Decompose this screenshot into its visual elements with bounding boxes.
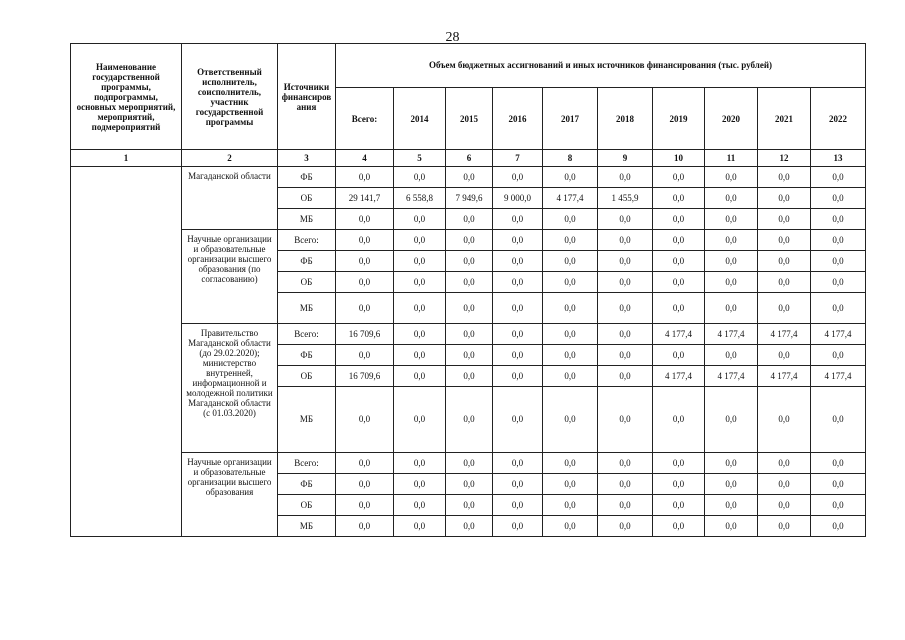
year-value-cell: 0,0 xyxy=(758,387,811,453)
total-value-cell: 0,0 xyxy=(336,387,394,453)
table-body xyxy=(71,167,866,537)
funding-source-cell: ОБ xyxy=(278,495,336,516)
header-source: Источники финансиров ания xyxy=(278,44,336,150)
financing-table xyxy=(70,43,866,537)
year-value-cell: 4 177,4 xyxy=(653,324,705,345)
header-total: Всего: xyxy=(336,88,394,150)
year-value-cell: 0,0 xyxy=(543,387,598,453)
year-value-cell: 0,0 xyxy=(543,345,598,366)
year-value-cell: 0,0 xyxy=(811,345,866,366)
year-value-cell: 0,0 xyxy=(758,516,811,537)
column-number: 10 xyxy=(653,150,705,167)
column-number: 7 xyxy=(493,150,543,167)
year-value-cell: 6 558,8 xyxy=(394,188,446,209)
year-value-cell: 0,0 xyxy=(598,272,653,293)
total-value-cell: 0,0 xyxy=(336,495,394,516)
year-value-cell: 0,0 xyxy=(811,474,866,495)
funding-source-cell: ФБ xyxy=(278,474,336,495)
year-value-cell: 4 177,4 xyxy=(653,366,705,387)
year-value-cell: 0,0 xyxy=(598,453,653,474)
year-value-cell: 4 177,4 xyxy=(811,366,866,387)
year-value-cell: 0,0 xyxy=(446,324,493,345)
year-value-cell: 0,0 xyxy=(446,516,493,537)
header-year: 2016 xyxy=(493,88,543,150)
header-year: 2020 xyxy=(705,88,758,150)
year-value-cell: 0,0 xyxy=(653,272,705,293)
year-value-cell: 0,0 xyxy=(758,272,811,293)
year-value-cell: 0,0 xyxy=(394,167,446,188)
total-value-cell: 0,0 xyxy=(336,516,394,537)
year-value-cell: 0,0 xyxy=(653,495,705,516)
year-value-cell: 0,0 xyxy=(493,230,543,251)
year-value-cell: 0,0 xyxy=(758,345,811,366)
year-value-cell: 0,0 xyxy=(493,495,543,516)
year-value-cell: 0,0 xyxy=(705,345,758,366)
year-value-cell: 0,0 xyxy=(446,495,493,516)
table-row xyxy=(71,453,866,474)
total-value-cell: 0,0 xyxy=(336,345,394,366)
year-value-cell: 0,0 xyxy=(493,251,543,272)
year-value-cell: 0,0 xyxy=(394,230,446,251)
year-value-cell: 0,0 xyxy=(758,495,811,516)
year-value-cell: 0,0 xyxy=(705,474,758,495)
year-value-cell: 0,0 xyxy=(653,387,705,453)
column-number: 3 xyxy=(278,150,336,167)
year-value-cell: 0,0 xyxy=(811,209,866,230)
total-value-cell: 0,0 xyxy=(336,209,394,230)
year-value-cell: 0,0 xyxy=(543,324,598,345)
funding-source-cell: ОБ xyxy=(278,188,336,209)
funding-source-cell: ОБ xyxy=(278,366,336,387)
year-value-cell: 0,0 xyxy=(811,293,866,324)
financing-table-frame xyxy=(70,43,865,588)
year-value-cell: 0,0 xyxy=(811,251,866,272)
column-number: 5 xyxy=(394,150,446,167)
year-value-cell: 0,0 xyxy=(446,387,493,453)
year-value-cell: 9 000,0 xyxy=(493,188,543,209)
year-value-cell: 1 455,9 xyxy=(598,188,653,209)
year-value-cell: 0,0 xyxy=(543,495,598,516)
year-value-cell: 0,0 xyxy=(598,366,653,387)
header-year: 2019 xyxy=(653,88,705,150)
funding-source-cell: МБ xyxy=(278,516,336,537)
header-name: Наименование государственной программы, подпрограммы, основных мероприятий, мероприятий, подмероприятий xyxy=(71,44,182,150)
header-year: 2022 xyxy=(811,88,866,150)
table-row xyxy=(71,167,866,188)
total-value-cell: 16 709,6 xyxy=(336,324,394,345)
year-value-cell: 0,0 xyxy=(598,387,653,453)
year-value-cell: 0,0 xyxy=(758,188,811,209)
year-value-cell: 0,0 xyxy=(653,167,705,188)
year-value-cell: 0,0 xyxy=(493,272,543,293)
year-value-cell: 0,0 xyxy=(811,495,866,516)
header-year: 2015 xyxy=(446,88,493,150)
year-value-cell: 0,0 xyxy=(598,516,653,537)
funding-source-cell: Всего: xyxy=(278,453,336,474)
year-value-cell: 0,0 xyxy=(394,324,446,345)
header-year: 2018 xyxy=(598,88,653,150)
column-number-row xyxy=(71,150,866,167)
year-value-cell: 0,0 xyxy=(653,345,705,366)
year-value-cell: 0,0 xyxy=(394,366,446,387)
participant-cell: Магаданской области xyxy=(182,167,278,230)
year-value-cell: 4 177,4 xyxy=(758,324,811,345)
year-value-cell: 0,0 xyxy=(598,293,653,324)
year-value-cell: 0,0 xyxy=(493,209,543,230)
column-number: 4 xyxy=(336,150,394,167)
year-value-cell: 0,0 xyxy=(446,209,493,230)
year-value-cell: 0,0 xyxy=(811,230,866,251)
year-value-cell: 0,0 xyxy=(598,324,653,345)
year-value-cell: 0,0 xyxy=(394,516,446,537)
header-year: 2017 xyxy=(543,88,598,150)
column-number: 1 xyxy=(71,150,182,167)
year-value-cell: 0,0 xyxy=(758,453,811,474)
column-number: 2 xyxy=(182,150,278,167)
funding-source-cell: ФБ xyxy=(278,251,336,272)
year-value-cell: 0,0 xyxy=(758,167,811,188)
year-value-cell: 4 177,4 xyxy=(705,366,758,387)
year-value-cell: 0,0 xyxy=(543,366,598,387)
participant-cell: Научные организации и образовательные организации высшего образования (по согласованию) xyxy=(182,230,278,324)
year-value-cell: 0,0 xyxy=(758,230,811,251)
total-value-cell: 16 709,6 xyxy=(336,366,394,387)
year-value-cell: 0,0 xyxy=(493,167,543,188)
year-value-cell: 0,0 xyxy=(543,474,598,495)
year-value-cell: 0,0 xyxy=(394,293,446,324)
total-value-cell: 29 141,7 xyxy=(336,188,394,209)
table-header xyxy=(71,44,866,167)
year-value-cell: 0,0 xyxy=(446,366,493,387)
year-value-cell: 0,0 xyxy=(705,453,758,474)
year-value-cell: 0,0 xyxy=(446,251,493,272)
header-year: 2014 xyxy=(394,88,446,150)
page-number: 28 xyxy=(445,30,460,45)
year-value-cell: 0,0 xyxy=(811,387,866,453)
year-value-cell: 0,0 xyxy=(758,251,811,272)
year-value-cell: 0,0 xyxy=(598,495,653,516)
year-value-cell: 0,0 xyxy=(493,366,543,387)
column-number: 8 xyxy=(543,150,598,167)
year-value-cell: 0,0 xyxy=(653,474,705,495)
year-value-cell: 0,0 xyxy=(653,453,705,474)
year-value-cell: 0,0 xyxy=(493,474,543,495)
participant-cell: Правительство Магаданской области (до 29.02.2020); министерство внутренней, информационной и молодежной политики Магаданской области (с 01.03.2020) xyxy=(182,324,278,453)
year-value-cell: 0,0 xyxy=(653,188,705,209)
year-value-cell: 0,0 xyxy=(543,230,598,251)
year-value-cell: 0,0 xyxy=(394,251,446,272)
total-value-cell: 0,0 xyxy=(336,272,394,293)
funding-source-cell: МБ xyxy=(278,209,336,230)
year-value-cell: 0,0 xyxy=(705,516,758,537)
total-value-cell: 0,0 xyxy=(336,230,394,251)
year-value-cell: 0,0 xyxy=(758,474,811,495)
year-value-cell: 7 949,6 xyxy=(446,188,493,209)
year-value-cell: 0,0 xyxy=(705,293,758,324)
year-value-cell: 0,0 xyxy=(543,272,598,293)
year-value-cell: 0,0 xyxy=(705,272,758,293)
total-value-cell: 0,0 xyxy=(336,251,394,272)
year-value-cell: 0,0 xyxy=(705,167,758,188)
year-value-cell: 0,0 xyxy=(493,324,543,345)
year-value-cell: 0,0 xyxy=(705,188,758,209)
year-value-cell: 0,0 xyxy=(811,516,866,537)
year-value-cell: 0,0 xyxy=(705,230,758,251)
year-value-cell: 0,0 xyxy=(446,230,493,251)
column-number: 9 xyxy=(598,150,653,167)
year-value-cell: 0,0 xyxy=(705,209,758,230)
year-value-cell: 0,0 xyxy=(394,453,446,474)
year-value-cell: 4 177,4 xyxy=(758,366,811,387)
total-value-cell: 0,0 xyxy=(336,293,394,324)
year-value-cell: 0,0 xyxy=(446,474,493,495)
year-value-cell: 0,0 xyxy=(758,209,811,230)
year-value-cell: 0,0 xyxy=(653,251,705,272)
year-value-cell: 0,0 xyxy=(543,293,598,324)
year-value-cell: 0,0 xyxy=(758,293,811,324)
year-value-cell: 0,0 xyxy=(598,209,653,230)
funding-source-cell: Всего: xyxy=(278,230,336,251)
funding-source-cell: ОБ xyxy=(278,272,336,293)
year-value-cell: 4 177,4 xyxy=(543,188,598,209)
header-volume: Объем бюджетных ассигнований и иных источников финансирования (тыс. рублей) xyxy=(336,44,866,88)
year-value-cell: 0,0 xyxy=(493,345,543,366)
funding-source-cell: ФБ xyxy=(278,345,336,366)
total-value-cell: 0,0 xyxy=(336,167,394,188)
total-value-cell: 0,0 xyxy=(336,453,394,474)
year-value-cell: 0,0 xyxy=(394,272,446,293)
year-value-cell: 0,0 xyxy=(598,345,653,366)
column-number: 13 xyxy=(811,150,866,167)
year-value-cell: 0,0 xyxy=(493,453,543,474)
header-year: 2021 xyxy=(758,88,811,150)
year-value-cell: 0,0 xyxy=(811,167,866,188)
year-value-cell: 0,0 xyxy=(653,293,705,324)
year-value-cell: 0,0 xyxy=(653,516,705,537)
year-value-cell: 0,0 xyxy=(543,209,598,230)
year-value-cell: 0,0 xyxy=(394,495,446,516)
year-value-cell: 0,0 xyxy=(543,251,598,272)
year-value-cell: 0,0 xyxy=(811,188,866,209)
year-value-cell: 0,0 xyxy=(394,474,446,495)
year-value-cell: 0,0 xyxy=(811,272,866,293)
column-number: 6 xyxy=(446,150,493,167)
year-value-cell: 0,0 xyxy=(446,293,493,324)
year-value-cell: 0,0 xyxy=(543,167,598,188)
year-value-cell: 0,0 xyxy=(653,230,705,251)
year-value-cell: 0,0 xyxy=(446,167,493,188)
year-value-cell: 0,0 xyxy=(811,453,866,474)
total-value-cell: 0,0 xyxy=(336,474,394,495)
year-value-cell: 0,0 xyxy=(598,251,653,272)
funding-source-cell: Всего: xyxy=(278,324,336,345)
year-value-cell: 0,0 xyxy=(705,251,758,272)
year-value-cell: 0,0 xyxy=(543,516,598,537)
table-row xyxy=(71,324,866,345)
table-row xyxy=(71,230,866,251)
year-value-cell: 0,0 xyxy=(493,387,543,453)
year-value-cell: 0,0 xyxy=(493,516,543,537)
year-value-cell: 0,0 xyxy=(598,167,653,188)
funding-source-cell: МБ xyxy=(278,387,336,453)
funding-source-cell: ФБ xyxy=(278,167,336,188)
year-value-cell: 0,0 xyxy=(446,453,493,474)
program-name-cell xyxy=(71,167,182,537)
year-value-cell: 0,0 xyxy=(543,453,598,474)
year-value-cell: 0,0 xyxy=(598,474,653,495)
header-executor: Ответственный исполнитель, соисполнитель, участник государственной программы xyxy=(182,44,278,150)
column-number: 12 xyxy=(758,150,811,167)
year-value-cell: 0,0 xyxy=(705,387,758,453)
year-value-cell: 0,0 xyxy=(446,345,493,366)
year-value-cell: 0,0 xyxy=(394,387,446,453)
year-value-cell: 0,0 xyxy=(705,495,758,516)
year-value-cell: 4 177,4 xyxy=(811,324,866,345)
year-value-cell: 0,0 xyxy=(394,209,446,230)
year-value-cell: 0,0 xyxy=(446,272,493,293)
year-value-cell: 0,0 xyxy=(653,209,705,230)
year-value-cell: 4 177,4 xyxy=(705,324,758,345)
participant-cell: Научные организации и образовательные организации высшего образования xyxy=(182,453,278,537)
column-number: 11 xyxy=(705,150,758,167)
year-value-cell: 0,0 xyxy=(493,293,543,324)
funding-source-cell: МБ xyxy=(278,293,336,324)
year-value-cell: 0,0 xyxy=(598,230,653,251)
year-value-cell: 0,0 xyxy=(394,345,446,366)
